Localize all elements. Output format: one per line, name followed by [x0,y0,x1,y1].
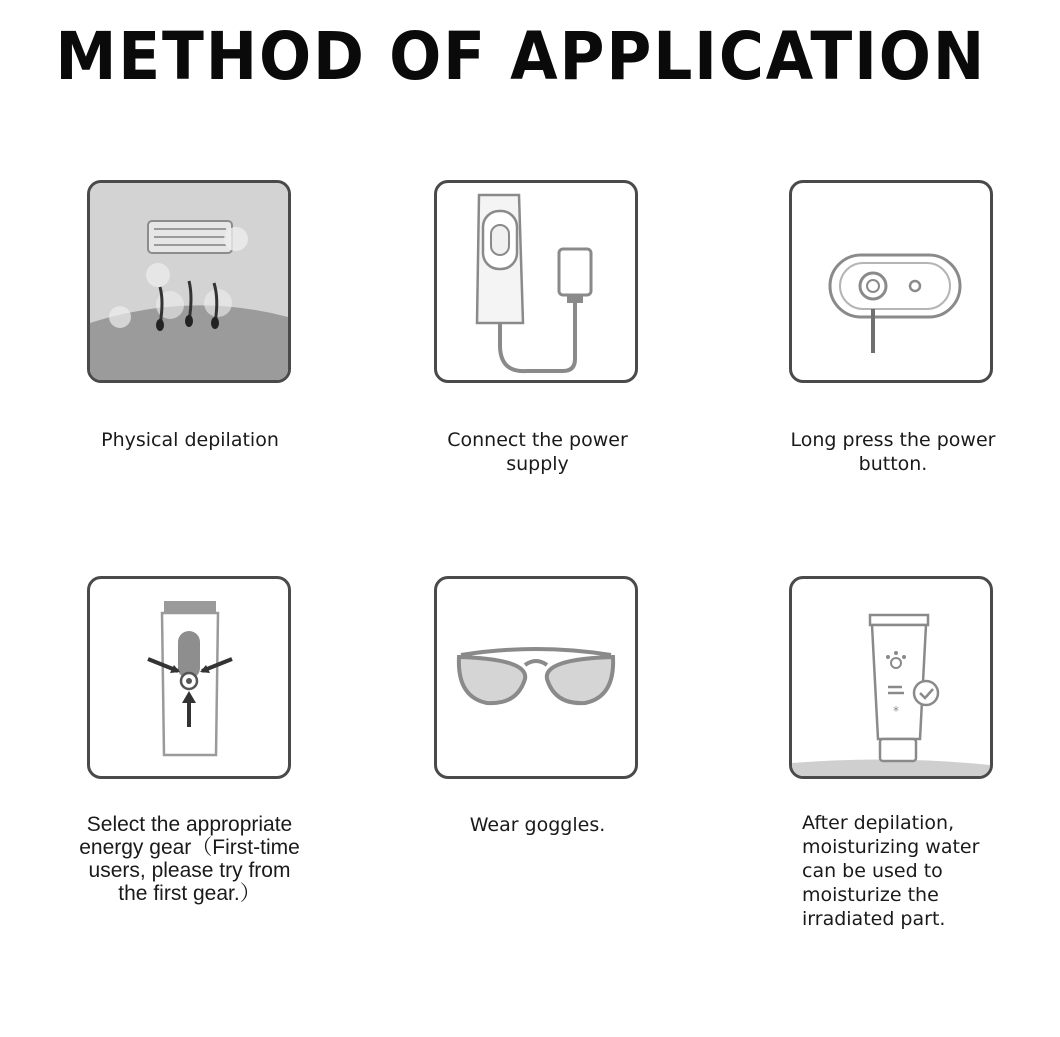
step-4-caption: Select the appropriate energy gear（First-time users, please try from the first gear.） [79,813,300,905]
step-5-caption: Wear goggles. [469,814,606,836]
goggles-icon [437,579,635,776]
step-4-tile [87,576,291,779]
step-2-tile [434,180,638,383]
svg-text:*: * [893,704,899,718]
page-title: METHOD OF APPLICATION [55,18,987,95]
device-power-cable-icon [437,183,635,380]
step-6-tile [789,576,993,779]
step-1-caption: Physical depilation [101,429,279,451]
razor-skin-icon [90,183,288,380]
step-2-caption: Connect the power supply [447,429,628,475]
energy-gear-buttons-icon [90,579,288,776]
step-3-caption: Long press the power button. [790,429,996,475]
step-5-tile [434,576,638,779]
step-1-tile [87,180,291,383]
step-6-caption: After depilation, moisturizing water can be used to moisturize the irradiated part. [802,812,980,930]
power-button-icon [792,183,990,380]
moisturizer-tube-icon [792,579,990,776]
step-3-tile [789,180,993,383]
